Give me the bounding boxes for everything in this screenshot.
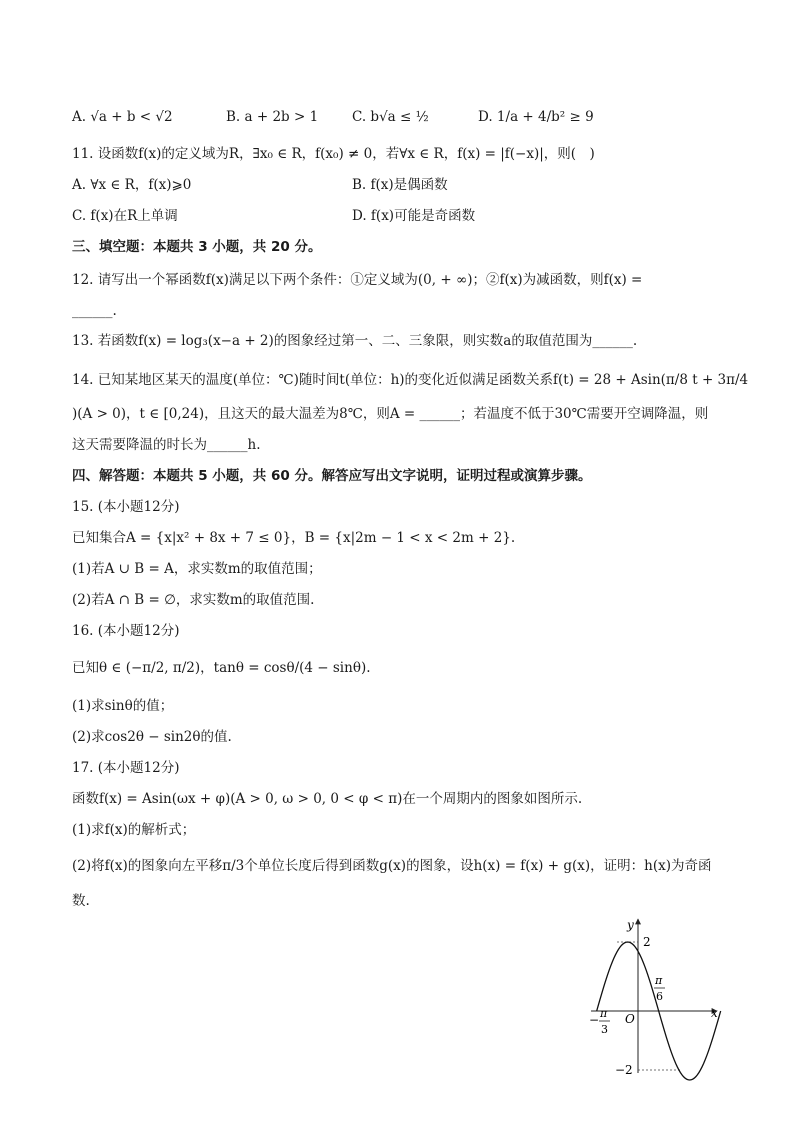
section-3-heading: 三、填空题：本题共 3 小题，共 20 分。 (72, 239, 322, 255)
q17-title: 17. (本小题12分) (72, 760, 180, 776)
left-zero-numerator: π (600, 1007, 608, 1020)
q10-option-c: C. b√a ≤ ½ (352, 109, 429, 125)
x-axis-label: x (711, 1006, 718, 1020)
sine-graph (585, 913, 725, 1083)
q17-stem: 函数f(x) = Asin(ωx + φ)(A > 0, ω > 0, 0 < φ < π)在一个周期内的图象如图所示. (72, 791, 583, 807)
q10-option-a: A. √a + b < √2 (72, 109, 173, 125)
q13-stem: 13. 若函数f(x) = log₃(x−a + 2)的图象经过第一、二、三象限，则实数a的取值范围为______. (72, 333, 638, 349)
q16-stem: 已知θ ∈ (−π/2, π/2)，tanθ = cosθ/(4 − sinθ). (72, 660, 371, 676)
y-axis-label: y (627, 918, 634, 932)
max-value-label: 2 (643, 935, 651, 949)
q11-option-c: C. f(x)在R上单调 (72, 208, 178, 224)
q15-title: 15. (本小题12分) (72, 499, 180, 515)
q12-line-1: 12. 请写出一个幂函数f(x)满足以下两个条件：①定义域为(0, + ∞)；②f(x)为减函数，则f(x) = (72, 272, 643, 288)
q14-line-3: 这天需要降温的时长为______h. (72, 437, 261, 453)
q16-title: 16. (本小题12分) (72, 623, 180, 639)
q17-part-2-line-2: 数. (72, 893, 90, 909)
q17-part-2-line-1: (2)将f(x)的图象向左平移π/3个单位长度后得到函数g(x)的图象，设h(x) = f(x) + g(x)，证明：h(x)为奇函 (72, 858, 712, 874)
origin-label: O (625, 1012, 635, 1026)
q14-line-1: 14. 已知某地区某天的温度(单位：℃)随时间t(单位：h)的变化近似满足函数关系f(t) = 28 + Asin(π/8 t + 3π/4 (72, 372, 749, 388)
q11-option-a: A. ∀x ∈ R，f(x)⩾0 (72, 177, 192, 193)
q10-option-b: B. a + 2b > 1 (226, 109, 319, 125)
q11-stem: 11. 设函数f(x)的定义域为R，∃x₀ ∈ R，f(x₀) ≠ 0，若∀x ∈ R，f(x) = |f(−x)|，则( ) (72, 146, 595, 162)
q10-option-d: D. 1/a + 4/b² ≥ 9 (478, 109, 594, 125)
q15-stem: 已知集合A = {x|x² + 8x + 7 ≤ 0}，B = {x|2m − 1 < x < 2m + 2}. (72, 530, 516, 546)
q16-part-2: (2)求cos2θ − sin2θ的值. (72, 729, 232, 745)
q14-line-2: )(A > 0)，t ∈ [0,24)，且这天的最大温差为8℃，则A = ______；若温度不低于30℃需要开空调降温，则 (72, 406, 709, 422)
right-zero-numerator: π (655, 974, 663, 987)
q15-part-2: (2)若A ∩ B = ∅，求实数m的取值范围. (72, 592, 315, 608)
left-zero-minus: − (589, 1013, 600, 1027)
q11-option-b: B. f(x)是偶函数 (352, 177, 448, 193)
left-zero-denominator: 3 (601, 1023, 608, 1036)
right-zero-denominator: 6 (656, 990, 663, 1003)
q17-part-1: (1)求f(x)的解析式； (72, 822, 196, 838)
section-4-heading: 四、解答题：本题共 5 小题，共 60 分。解答应写出文字说明，证明过程或演算步骤。 (72, 468, 592, 484)
q15-part-1: (1)若A ∪ B = A，求实数m的取值范围； (72, 561, 322, 577)
q16-part-1: (1)求sinθ的值； (72, 698, 174, 714)
q12-line-2: ______. (72, 303, 117, 319)
min-value-label: −2 (615, 1063, 633, 1077)
q11-option-d: D. f(x)可能是奇函数 (352, 208, 476, 224)
